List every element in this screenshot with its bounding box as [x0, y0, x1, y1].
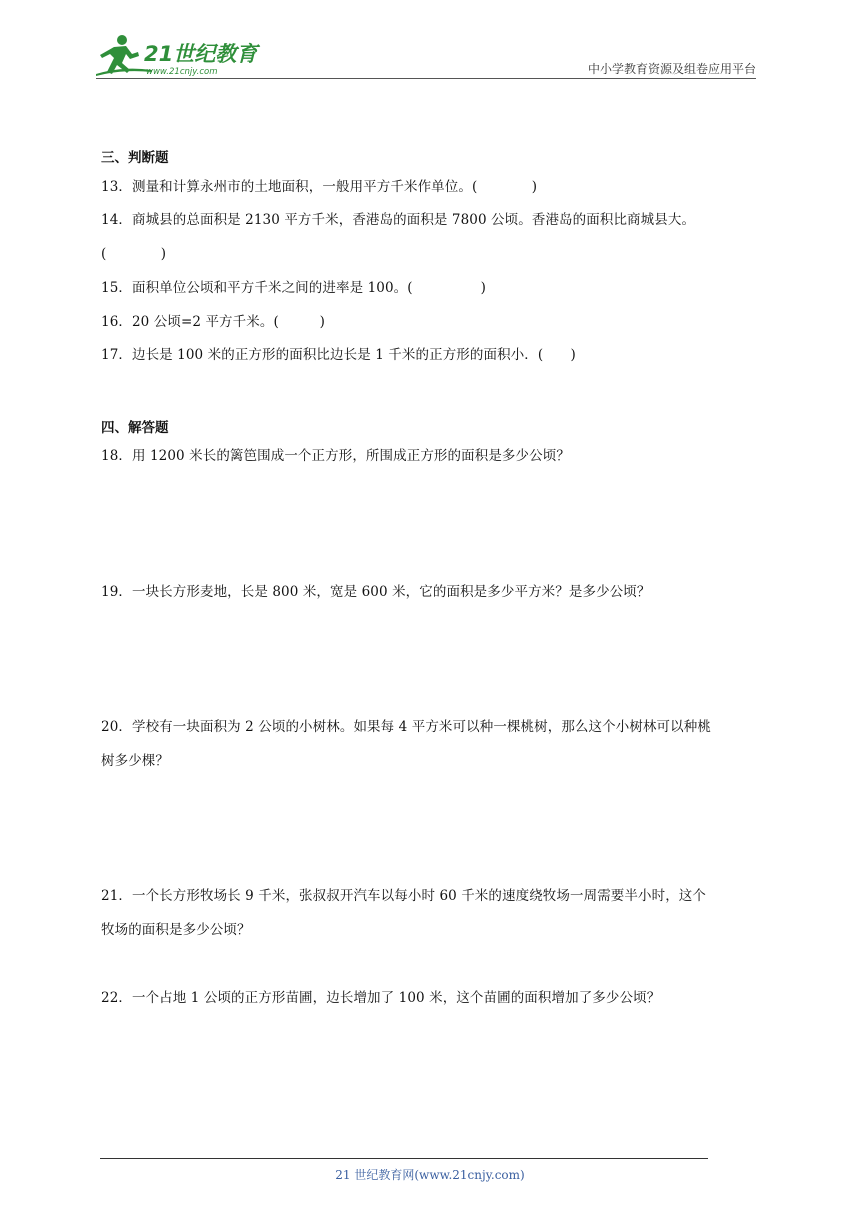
- question-20: 20．学校有一块面积为 2 公顷的小树林。如果每 4 平方米可以种一棵桃树，那么这个小树林可以种桃: [101, 719, 711, 735]
- section-title-answers: 四、解答题: [101, 420, 169, 436]
- logo-url: www.21cnjy.com: [146, 67, 218, 77]
- footer-link[interactable]: 21 世纪教育网(www.21cnjy.com): [335, 1168, 525, 1182]
- question-19: 19．一块长方形麦地，长是 800 米，宽是 600 米，它的面积是多少平方米？是多少公顷？: [101, 584, 651, 600]
- site-logo: [92, 30, 262, 80]
- platform-name: 中小学教育资源及组卷应用平台: [587, 62, 756, 76]
- question-14-blank: ( ): [101, 246, 167, 262]
- logo-text: 21世纪教育: [144, 42, 258, 66]
- question-22: 22．一个占地 1 公顷的正方形苗圃，边长增加了 100 米，这个苗圃的面积增加了多少公顷？: [101, 990, 661, 1006]
- header-divider: [96, 78, 756, 79]
- question-15: 15．面积单位公顷和平方千米之间的进率是 100。( ): [101, 280, 486, 296]
- question-13: 13．测量和计算永州市的土地面积，一般用平方千米作单位。( ): [101, 179, 538, 195]
- question-21: 21．一个长方形牧场长 9 千米，张叔叔开汽车以每小时 60 千米的速度绕牧场一周需要半小时，这个: [101, 888, 707, 904]
- question-16: 16．20 公顷=2 平方千米。( ): [101, 314, 325, 330]
- question-17: 17．边长是 100 米的正方形的面积比边长是 1 千米的正方形的面积小．( ): [101, 347, 576, 363]
- question-20-cont: 树多少棵？: [101, 753, 169, 769]
- section-title-judgment: 三、判断题: [101, 150, 169, 166]
- question-21-cont: 牧场的面积是多少公顷？: [101, 922, 251, 938]
- question-18: 18．用 1200 米长的篱笆围成一个正方形，所围成正方形的面积是多少公顷？: [101, 448, 570, 464]
- footer-divider: [100, 1158, 708, 1159]
- question-14: 14．商城县的总面积是 2130 平方千米，香港岛的面积是 7800 公顷。香港岛的面积比商城县大。: [101, 212, 696, 228]
